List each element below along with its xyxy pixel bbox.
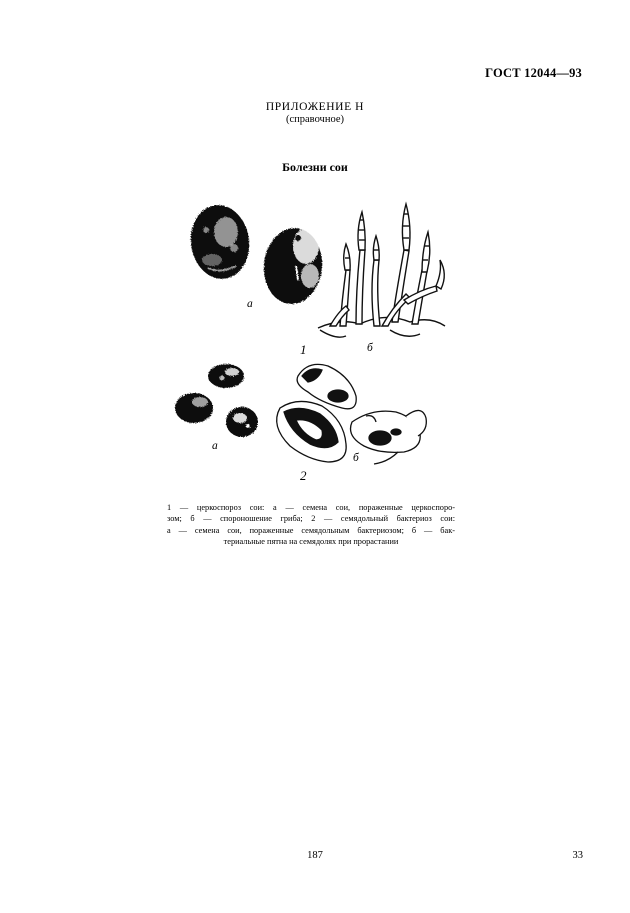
fig1-label-b: б [367, 342, 373, 354]
soy-diseases-figure [160, 190, 460, 490]
caption-line: зом; б — спороношение гриба; 2 — семядольный бактериоз сои: [167, 514, 455, 524]
caption-line: 1 — церкоспороз сои: а — семена сои, пораженные церкоспоро- [167, 503, 455, 512]
fig1-number: 1 [300, 342, 307, 357]
appendix-subtitle: (справочное) [286, 114, 344, 125]
fig1-conidiophores [318, 204, 445, 337]
section-title: Болезни сои [282, 160, 348, 174]
figure-caption [167, 502, 455, 548]
fig2-label-a: а [212, 440, 218, 452]
page-number-right: 33 [572, 850, 583, 861]
soy-diseases-illustration [160, 190, 460, 490]
caption-line: териальные пятна на семядолях при прорастании [223, 537, 399, 547]
fig2-cotyledons [277, 364, 427, 464]
fig2-seeds [175, 364, 258, 437]
standard-code: ГОСТ 12044—93 [485, 66, 582, 80]
fig1-seeds [186, 201, 326, 306]
fig2-label-b: б [353, 452, 359, 464]
fig2-number: 2 [300, 468, 307, 483]
caption-line: а — семена сои, пораженные семядольным бактериозом; б — бак- [167, 525, 455, 535]
page-number-center: 187 [307, 850, 323, 861]
appendix-title: ПРИЛОЖЕНИЕ Н [265, 101, 365, 113]
fig1-label-a: а [247, 298, 253, 310]
